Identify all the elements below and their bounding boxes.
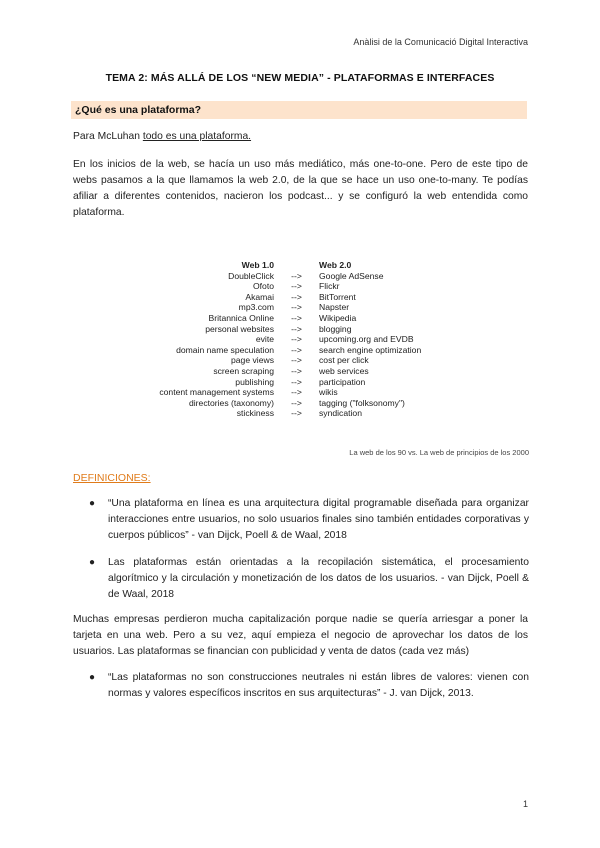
web2-cell: tagging ("folksonomy")	[319, 397, 405, 408]
arrow-cell: -->	[291, 323, 302, 334]
list-item	[89, 555, 529, 603]
arrow-cell: -->	[291, 334, 302, 345]
section-heading-band	[71, 101, 527, 119]
header-web2: Web 2.0	[319, 260, 352, 270]
bullet-dot: ●	[89, 672, 96, 683]
web1-cell: screen scraping	[213, 365, 274, 376]
arrow-cell: -->	[291, 408, 302, 419]
web1-cell: Britannica Online	[208, 312, 274, 323]
intro-prefix: Para McLuhan	[73, 131, 143, 142]
paragraph-business: Muchas empresas perdieron mucha capitalización porque nadie se quería arriesgar a poner la tarjeta en una web. Pero a su vez, aquí empieza el negocio de aprovechar los datos de los usuarios. Las plataformas se financian con publicidad y venta de datos (cada vez más)	[73, 614, 528, 657]
web2-cell: Flickr	[319, 281, 340, 292]
web1-cell: publishing	[235, 376, 274, 387]
table-row	[140, 324, 479, 335]
web2-cell: Google AdSense	[319, 270, 384, 281]
table-row	[140, 377, 479, 388]
web2-cell: participation	[319, 376, 366, 387]
arrow-cell: -->	[291, 397, 302, 408]
web2-cell: blogging	[319, 323, 352, 334]
web1-cell: page views	[231, 355, 274, 366]
web2-cell: upcoming.org and EVDB	[319, 334, 414, 345]
table-row	[140, 345, 479, 356]
web-comparison-table	[140, 260, 479, 419]
web1-cell: content management systems	[159, 387, 274, 398]
table-rows	[140, 271, 479, 419]
web2-cell: web services	[319, 365, 369, 376]
arrow-cell: -->	[291, 302, 302, 313]
arrow-cell: -->	[291, 387, 302, 398]
bullet-dot: ●	[89, 498, 96, 509]
list-item	[89, 496, 529, 544]
definitions-title: DEFINICIONES:	[73, 472, 151, 484]
table-row	[140, 408, 479, 419]
intro-underlined: todo es una plataforma.	[142, 131, 252, 142]
arrow-cell: -->	[291, 270, 302, 281]
page-number: 1	[522, 799, 528, 809]
table-header-row	[140, 260, 479, 271]
arrow-cell: -->	[291, 355, 302, 366]
intro-paragraph	[73, 129, 528, 145]
bullet-text: “Las plataformas no son construcciones neutrales ni están libres de valores: vienen con normas y valores específicos inscritos en sus arquitecturas” - J. van Dijck, 2013.	[108, 672, 529, 699]
figure-caption: La web de los 90 vs. La web de principios de los 2000	[349, 448, 529, 457]
web2-cell: search engine optimization	[319, 344, 422, 355]
web1-cell: mp3.com	[238, 302, 274, 313]
web2-cell: Napster	[319, 302, 350, 313]
table-row	[140, 302, 479, 313]
web1-cell: stickiness	[236, 408, 274, 419]
table-row	[140, 387, 479, 398]
arrow-cell: -->	[291, 281, 302, 292]
bullet-dot: ●	[89, 557, 96, 568]
table-row	[140, 355, 479, 366]
web1-cell: domain name speculation	[176, 344, 274, 355]
web1-cell: directories (taxonomy)	[188, 397, 274, 408]
table-row	[140, 398, 479, 409]
web2-cell: cost per click	[319, 355, 369, 366]
bullet-text: “Una plataforma en línea es una arquitectura digital programable diseñada para organizar interacciones entre usuarios, no solo usuarios finales sino también entidades corporativas y cuerpos públicos” - van Dijck, Poell & de Waal, 2018	[108, 498, 529, 541]
web1-cell: Akamai	[245, 291, 274, 302]
bullet-text: Las plataformas están orientadas a la recopilación sistemática, el procesamiento algorítmico y la circulación y monetización de los datos de los usuarios. - van Dijck, Poell & de Waal, 2018	[108, 557, 529, 600]
web1-cell: personal websites	[205, 323, 274, 334]
document-header: Anàlisi de la Comunicació Digital Interactiva	[353, 37, 528, 47]
web2-cell: BitTorrent	[319, 291, 356, 302]
arrow-cell: -->	[291, 344, 302, 355]
list-item	[89, 670, 529, 702]
paragraph-web-history: En los inicios de la web, se hacía un uso más mediático, más one-to-one. Pero de este tipo de webs pasamos a la que llamamos la web 2.0, de la que se hace un uso one-to-many. Te podías afiliar a diferentes contenidos, nacieron los podcast... y se configuró la web entendida como plataforma.	[73, 159, 528, 218]
web2-cell: wikis	[319, 387, 338, 398]
page-title: TEMA 2: MÁS ALLÁ DE LOS “NEW MEDIA” - PLATAFORMAS E INTERFACES	[105, 72, 495, 84]
section-heading: ¿Qué es una plataforma?	[75, 104, 202, 116]
table-row	[140, 313, 479, 324]
table-row	[140, 366, 479, 377]
arrow-cell: -->	[291, 376, 302, 387]
header-web1: Web 1.0	[241, 260, 274, 270]
web1-cell: Ofoto	[252, 281, 274, 292]
arrow-cell: -->	[291, 291, 302, 302]
table-row	[140, 334, 479, 345]
table-row	[140, 292, 479, 303]
arrow-cell: -->	[291, 312, 302, 323]
web1-cell: evite	[255, 334, 274, 345]
web2-cell: Wikipedia	[319, 312, 357, 323]
table-row	[140, 281, 479, 292]
web2-cell: syndication	[319, 408, 362, 419]
web1-cell: DoubleClick	[228, 270, 274, 281]
table-row	[140, 271, 479, 282]
arrow-cell: -->	[291, 365, 302, 376]
